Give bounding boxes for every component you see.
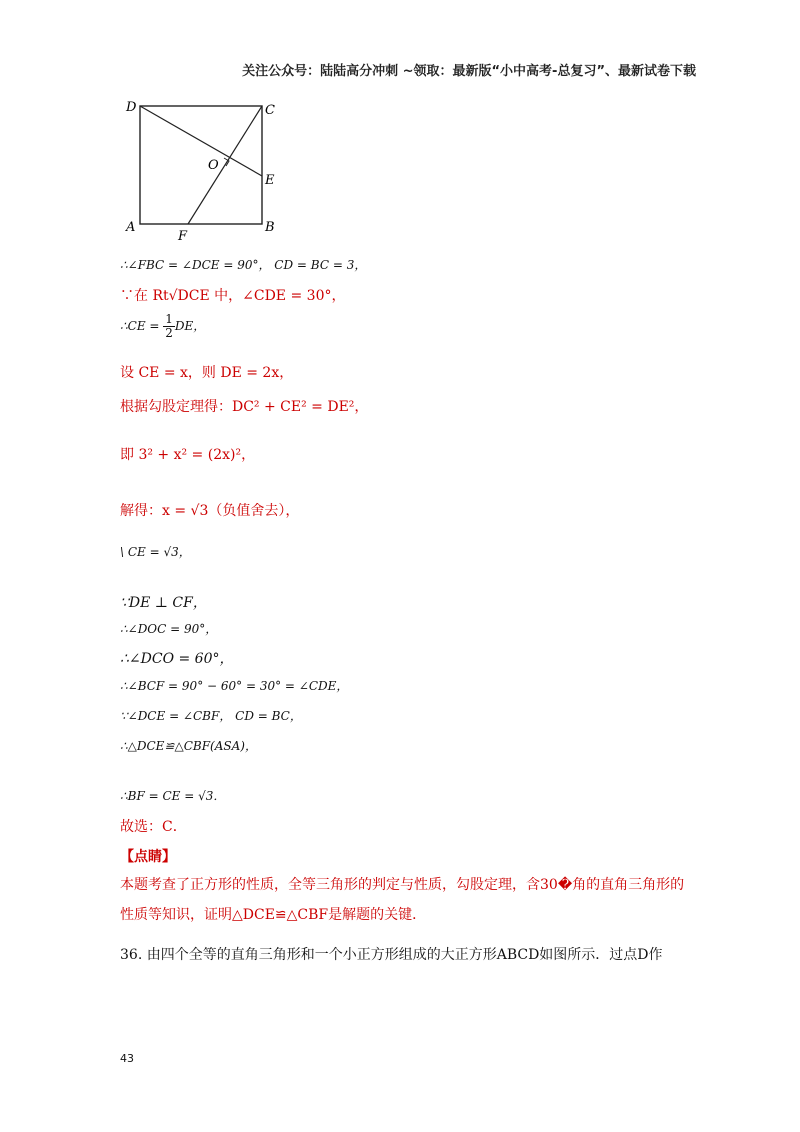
line-2: ∵在 Rt√DCE 中，∠CDE = 30°， <box>120 288 346 304</box>
line-12: ∴∠BCF = 90° − 60° = 30° = ∠CDE， <box>120 679 349 693</box>
line-14: ∴△DCE≌△CBF(ASA)， <box>120 739 257 753</box>
tip-title: 【点睛】 <box>120 849 176 865</box>
tip-text: 本题考查了正方形的性质，全等三角形的判定与性质，勾股定理，含30�角的直角三角形的性质等知识，证明△DCE≌△CBF是解题的关键． <box>120 877 685 923</box>
fraction-half: $\frac{1}{2}$ <box>165 312 173 340</box>
label-d: D <box>126 100 137 115</box>
label-o: O <box>208 158 219 173</box>
line-4: 设 CE = x，则 DE = 2x， <box>120 365 294 381</box>
line-6: 即 3² + x² = (2x)²， <box>120 447 256 463</box>
line-3 <box>120 313 205 340</box>
line-7: 解得：x = √3（负值舍去）， <box>120 503 300 519</box>
question-36: 36. 由四个全等的直角三角形和一个小正方形组成的大正方形ABCD如图所示．过点D作 <box>120 947 663 963</box>
line-1: ∴∠FBC = ∠DCE = 90°， CD = BC = 3， <box>120 258 367 272</box>
line-13: ∵∠DCE = ∠CBF， CD = BC， <box>120 709 302 723</box>
line-9: ∵DE ⊥ CF， <box>120 595 207 611</box>
page-number: 43 <box>120 1052 134 1065</box>
line-10: ∴∠DOC = 90°， <box>120 622 218 636</box>
label-e: E <box>265 173 275 188</box>
line-3-pre: ∴CE = <box>120 319 164 333</box>
line-3-post: DE， <box>174 319 206 333</box>
label-a: A <box>126 220 136 235</box>
square-figure <box>120 96 290 246</box>
line-16: 故选：C． <box>120 819 187 835</box>
page-header: 关注公众号：陆陆高分冲刺 ~领取：最新版“小中高考-总复习”、最新试卷下载 <box>242 64 696 79</box>
line-11: ∴∠DCO = 60°， <box>120 651 234 667</box>
label-f: F <box>178 229 188 244</box>
label-b: B <box>265 220 275 235</box>
line-8: \ CE = √3， <box>120 545 191 559</box>
line-15: ∴BF = CE = √3． <box>120 789 226 803</box>
label-c: C <box>265 103 275 118</box>
line-5: 根据勾股定理得：DC² + CE² = DE²， <box>120 399 369 415</box>
